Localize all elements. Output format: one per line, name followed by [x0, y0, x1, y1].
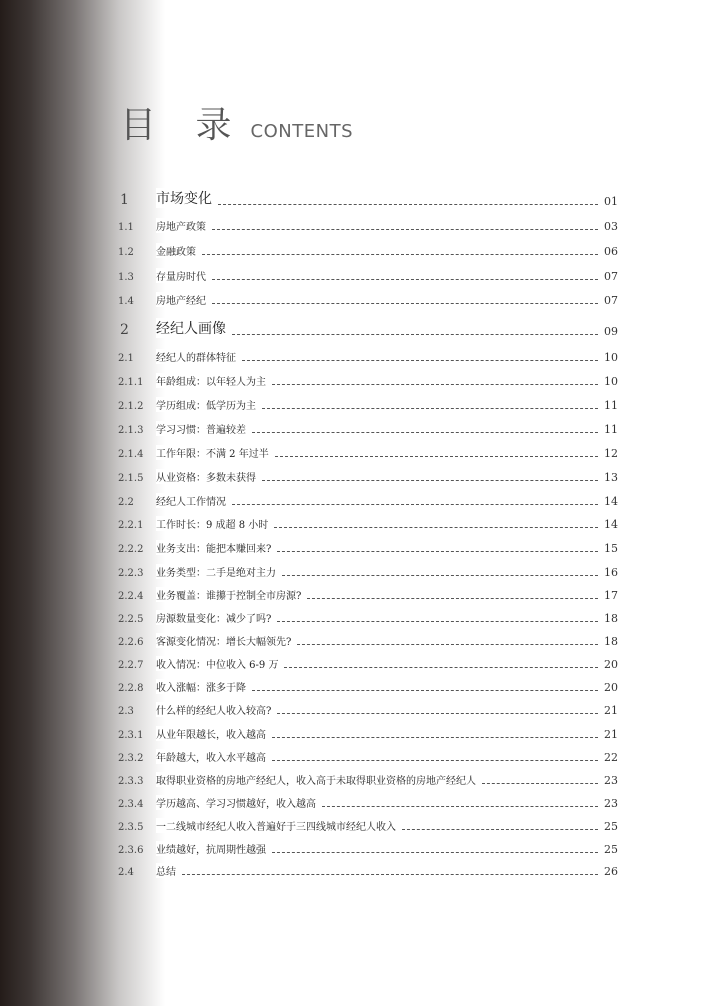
toc-leader-dots [272, 852, 598, 853]
toc-entry[interactable] [118, 492, 618, 510]
toc-entry-page: 25 [604, 843, 618, 856]
toc-entry-page: 07 [604, 270, 618, 283]
toc-leader-dots [272, 384, 598, 385]
toc-entry-title: 存量房时代 [156, 268, 208, 283]
toc-entry[interactable] [118, 862, 618, 880]
toc-entry-number: 2.1.3 [118, 425, 144, 436]
toc-entry-number: 2.2.1 [118, 520, 144, 531]
toc-entry[interactable] [118, 267, 618, 285]
toc-entry[interactable] [118, 840, 618, 858]
toc-leader-dots [402, 829, 598, 830]
toc-entry-title: 业务类型：二手是绝对主力 [156, 564, 278, 579]
toc-entry-number: 2.3.1 [118, 730, 144, 741]
toc-entry-title: 金融政策 [156, 243, 198, 258]
toc-entry[interactable] [118, 771, 618, 789]
toc-entry-title: 从业年限越长，收入越高 [156, 726, 268, 741]
toc-entry-page: 13 [604, 471, 618, 484]
toc-entry[interactable] [118, 192, 618, 210]
toc-leader-dots [212, 229, 598, 230]
toc-entry[interactable] [118, 539, 618, 557]
toc-entry-page: 26 [604, 865, 618, 878]
toc-entry-number: 2.2.7 [118, 660, 144, 671]
toc-entry[interactable] [118, 725, 618, 743]
toc-leader-dots [277, 713, 598, 714]
toc-leader-dots [252, 690, 598, 691]
toc-entry[interactable] [118, 468, 618, 486]
toc-entry-number: 1.1 [118, 222, 134, 233]
toc-entry-title: 从业资格：多数未获得 [156, 469, 258, 484]
toc-leader-dots [212, 303, 598, 304]
toc-leader-dots [275, 456, 598, 457]
toc-entry-page: 11 [604, 423, 618, 436]
toc-entry-title: 年龄越大，收入水平越高 [156, 749, 268, 764]
toc-entry[interactable] [118, 586, 618, 604]
toc-leader-dots [282, 575, 598, 576]
toc-leader-dots [242, 360, 598, 361]
toc-entry-number: 2 [120, 322, 129, 338]
toc-leader-dots [272, 760, 598, 761]
toc-entry-number: 2.2.6 [118, 637, 144, 648]
toc-entry-page: 18 [604, 612, 618, 625]
toc-leader-dots [274, 527, 598, 528]
toc-entry-page: 10 [604, 375, 618, 388]
toc-entry[interactable] [118, 748, 618, 766]
toc-entry-number: 2.2.2 [118, 544, 144, 555]
toc-entry-number: 2.3 [118, 706, 134, 717]
toc-entry-number: 2.1.5 [118, 473, 144, 484]
toc-entry[interactable] [118, 372, 618, 390]
toc-entry-title: 业绩越好，抗周期性越强 [156, 841, 268, 856]
toc-entry-number: 2.3.6 [118, 845, 144, 856]
toc-entry[interactable] [118, 655, 618, 673]
toc-entry-page: 20 [604, 658, 618, 671]
toc-entry-page: 16 [604, 566, 618, 579]
toc-entry-page: 22 [604, 751, 618, 764]
toc-entry-page: 20 [604, 681, 618, 694]
toc-entry-title: 年龄组成：以年轻人为主 [156, 373, 268, 388]
toc-entry[interactable] [118, 632, 618, 650]
toc-leader-dots [218, 204, 598, 205]
toc-entry-title: 客源变化情况：增长大幅领先? [156, 633, 293, 648]
toc-entry[interactable] [118, 444, 618, 462]
toc-entry-number: 2.2.3 [118, 568, 144, 579]
toc-leader-dots [307, 598, 598, 599]
toc-leader-dots [277, 621, 598, 622]
toc-entry-title: 什么样的经纪人收入较高? [156, 702, 273, 717]
toc-leader-dots [232, 504, 598, 505]
toc-entry-page: 01 [604, 195, 618, 208]
toc-entry[interactable] [118, 217, 618, 235]
toc-entry[interactable] [118, 563, 618, 581]
toc-entry-title: 收入涨幅：涨多于降 [156, 679, 248, 694]
toc-entry-number: 1 [120, 192, 129, 208]
toc-entry-title: 取得职业资格的房地产经纪人，收入高于未取得职业资格的房地产经纪人 [156, 772, 478, 787]
toc-entry-title: 学历组成：低学历为主 [156, 397, 258, 412]
toc-leader-dots [202, 254, 598, 255]
toc-entry-title: 房源数量变化：减少了吗? [156, 610, 273, 625]
toc-entry-page: 17 [604, 589, 618, 602]
toc-entry-page: 06 [604, 245, 618, 258]
toc-entry-page: 09 [604, 325, 618, 338]
toc-entry-page: 21 [604, 704, 618, 717]
toc-leader-dots [262, 480, 598, 481]
toc-entry-page: 12 [604, 447, 618, 460]
toc-entry-page: 23 [604, 797, 618, 810]
toc-entry-number: 2.1 [118, 353, 134, 364]
toc-entry-number: 2.2 [118, 497, 134, 508]
toc-entry-page: 21 [604, 728, 618, 741]
toc-entry-title: 房地产经纪 [156, 292, 208, 307]
toc-entry-title: 市场变化 [156, 188, 214, 208]
toc-entry-page: 07 [604, 294, 618, 307]
toc-entry-number: 2.3.4 [118, 799, 144, 810]
toc-entry-page: 11 [604, 399, 618, 412]
toc-entry-title: 业务支出：能把本赚回来? [156, 540, 273, 555]
toc-entry[interactable] [118, 515, 618, 533]
toc-entry-title: 经纪人画像 [156, 318, 228, 338]
toc-leader-dots [297, 644, 598, 645]
toc-entry-title: 工作年限：不满 2 年过半 [156, 445, 271, 460]
toc-entry-title: 业务覆盖：谁攥于控制全市房源? [156, 587, 303, 602]
toc-entry-page: 23 [604, 774, 618, 787]
toc-leader-dots [277, 551, 598, 552]
toc-entry-title: 学习习惯：普遍较差 [156, 421, 248, 436]
toc-entry-page: 14 [604, 495, 618, 508]
toc-leader-dots [232, 334, 598, 335]
toc-entry[interactable] [118, 701, 618, 719]
toc-entry[interactable] [118, 420, 618, 438]
toc-entry[interactable] [118, 396, 618, 414]
toc-entry-title: 一二线城市经纪人收入普遍好于三四线城市经纪人收入 [156, 818, 398, 833]
toc-entry-page: 14 [604, 518, 618, 531]
toc-leader-dots [272, 737, 598, 738]
page-title [120, 97, 353, 148]
toc-entry[interactable] [118, 322, 618, 340]
toc-entry[interactable] [118, 817, 618, 835]
toc-entry-number: 1.4 [118, 296, 134, 307]
toc-entry-page: 15 [604, 542, 618, 555]
title-english: CONTENTS [250, 121, 354, 142]
toc-entry-number: 2.1.4 [118, 449, 144, 460]
toc-entry-title: 工作时长：9 成超 8 小时 [156, 516, 270, 531]
toc-entry-title: 学历越高、学习习惯越好，收入越高 [156, 795, 318, 810]
toc-entry[interactable] [118, 678, 618, 696]
toc-entry-number: 1.2 [118, 247, 134, 258]
toc-entry-page: 10 [604, 351, 618, 364]
toc-leader-dots [212, 279, 598, 280]
toc-entry-number: 2.2.4 [118, 591, 144, 602]
toc-entry-page: 25 [604, 820, 618, 833]
toc-leader-dots [284, 667, 598, 668]
toc-entry-number: 2.3.2 [118, 753, 144, 764]
toc-entry-number: 1.3 [118, 272, 134, 283]
toc-leader-dots [482, 783, 598, 784]
toc-leader-dots [262, 408, 598, 409]
toc-entry-number: 2.4 [118, 867, 134, 878]
toc-entry-title: 总结 [156, 863, 178, 878]
toc-entry[interactable] [118, 609, 618, 627]
toc-leader-dots [322, 806, 598, 807]
toc-entry[interactable] [118, 242, 618, 260]
toc-entry-title: 房地产政策 [156, 218, 208, 233]
toc-entry-title: 经纪人工作情况 [156, 493, 228, 508]
toc-entry-page: 03 [604, 220, 618, 233]
toc-entry-title: 收入情况：中位收入 6-9 万 [156, 656, 280, 671]
toc-entry-title: 经纪人的群体特征 [156, 349, 238, 364]
toc-entry-number: 2.3.3 [118, 776, 144, 787]
toc-entry-number: 2.1.2 [118, 401, 144, 412]
toc-entry[interactable] [118, 291, 618, 309]
toc-entry-number: 2.3.5 [118, 822, 144, 833]
toc-entry-number: 2.1.1 [118, 377, 144, 388]
title-chinese: 目 录 [120, 105, 246, 146]
toc-entry-page: 18 [604, 635, 618, 648]
toc-entry[interactable] [118, 348, 618, 366]
toc-entry[interactable] [118, 794, 618, 812]
toc-entry-number: 2.2.8 [118, 683, 144, 694]
toc-entry-number: 2.2.5 [118, 614, 144, 625]
toc-leader-dots [252, 432, 598, 433]
toc-leader-dots [182, 874, 598, 875]
